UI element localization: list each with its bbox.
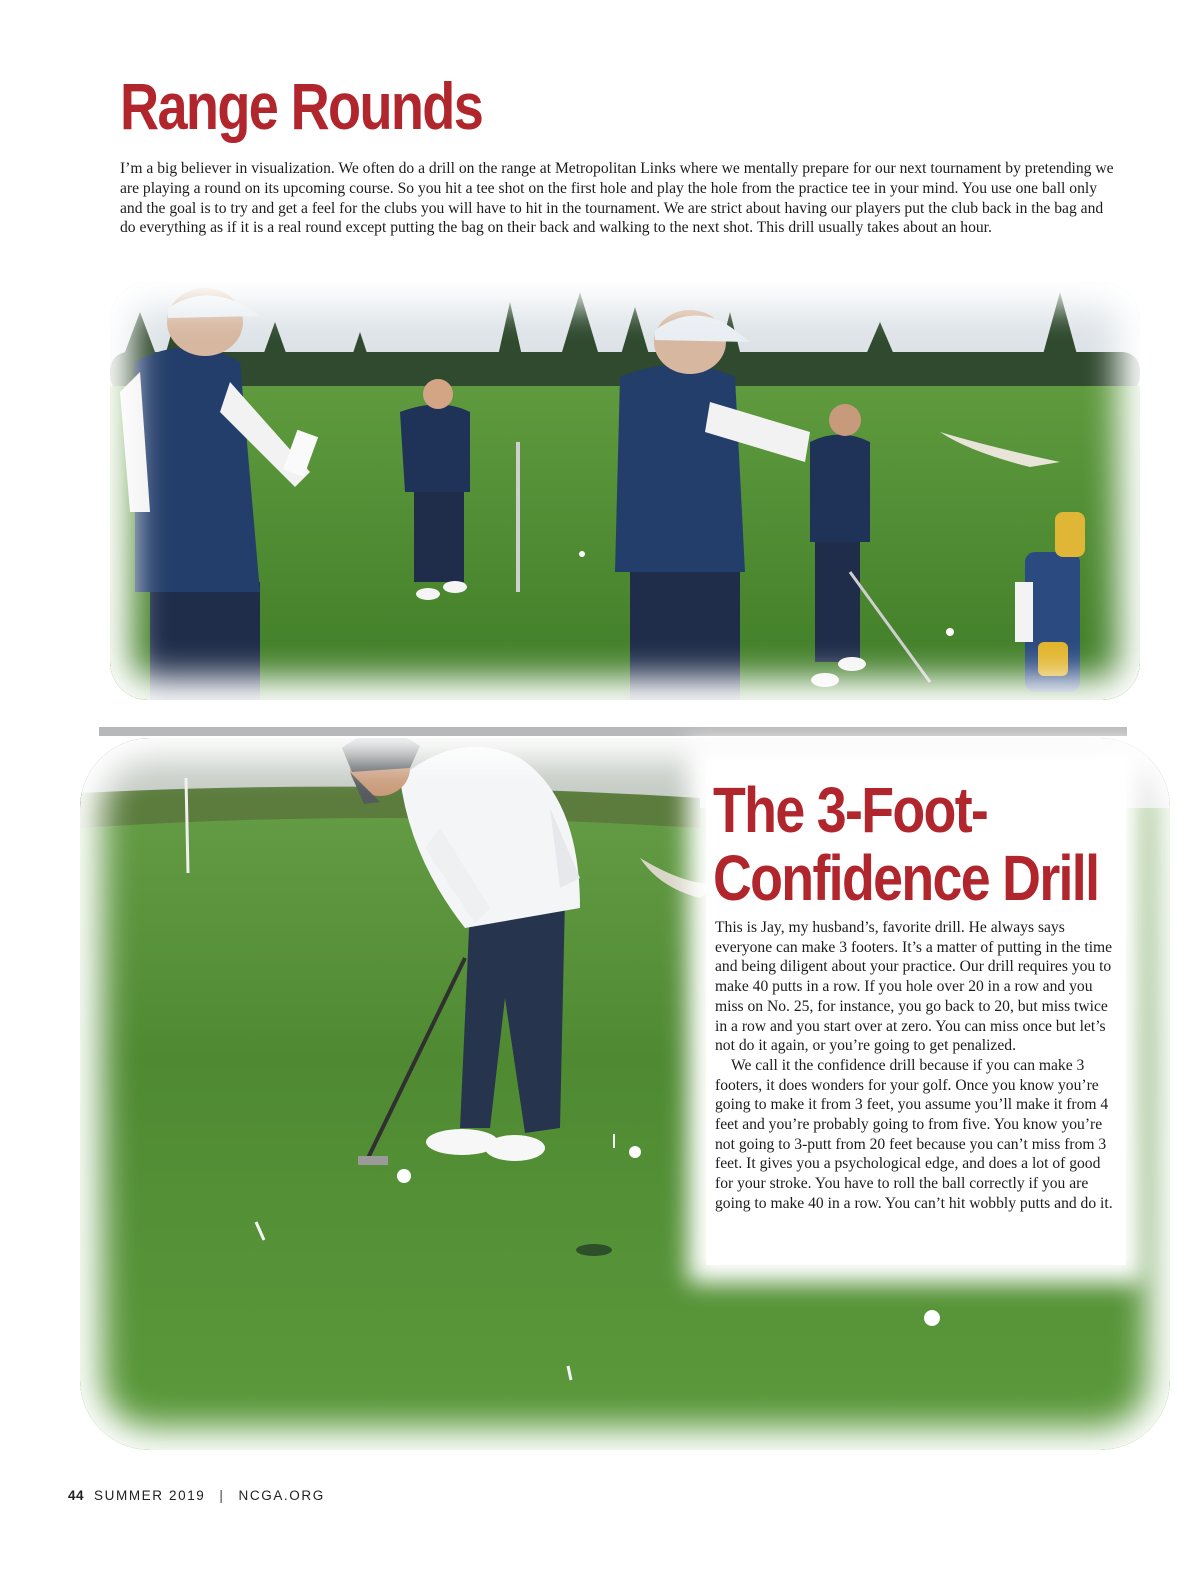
page-footer	[68, 1488, 325, 1503]
footer-separator: |	[219, 1488, 225, 1503]
site-label: NCGA.ORG	[238, 1488, 325, 1503]
heading-line-1: The 3-Foot-	[713, 774, 988, 846]
page-number: 44	[68, 1488, 85, 1503]
heading-line-2: Confidence Drill	[713, 842, 1099, 914]
drill-paragraph: This is Jay, my husband’s, favorite drill. He always says everyone can make 3 footers. It’s a matter of putting in the time and being diligent about your practice. Our drill requires you to make 40 putts in a row. If you hole over 20 in a row and you miss on No. 25, for instance, you go back to 20, but miss twice in a row and you start over at zero. You can miss once but let’s not do it again, or you’re going to get penalized.	[715, 919, 1113, 1055]
range-rounds-body: I’m a big believer in visualization. We often do a drill on the range at Metropolitan Links where we mentally prepare for our next tournament by pretending we are playing a round on its upcoming course. So you hit a tee shot on the first hole and play the hole from the practice tee in your mind. You use one ball only and the goal is to try and get a feel for the clubs you will have to hit in the tournament. We are strict about having our players put the club back in the bag and do everything as if it is a real round except putting the bag on their back and walking to the next shot. This drill usually takes about an hour.	[120, 160, 1114, 237]
confidence-drill-body	[715, 918, 1117, 1214]
range-practice-photo	[110, 282, 1140, 700]
drill-paragraph: We call it the confidence drill because if you can make 3 footers, it does wonders for your golf. Once you know you’re going to make it from 3 feet, you assume you’ll make it from 4 feet and you’re probably going to from five. You know you’re not going to 3-putt from 20 feet because you can’t miss from 3 feet. It gives you a psychological edge, and does a lot of good for your stroke. You have to roll the ball correctly if you are going to make 40 in a row. You can’t hit wobbly putts and do it.	[715, 1056, 1113, 1212]
section-divider	[99, 727, 1127, 736]
confidence-drill-heading	[713, 776, 1098, 912]
range-rounds-heading: Range Rounds	[120, 69, 483, 143]
issue-label: SUMMER 2019	[94, 1488, 206, 1503]
